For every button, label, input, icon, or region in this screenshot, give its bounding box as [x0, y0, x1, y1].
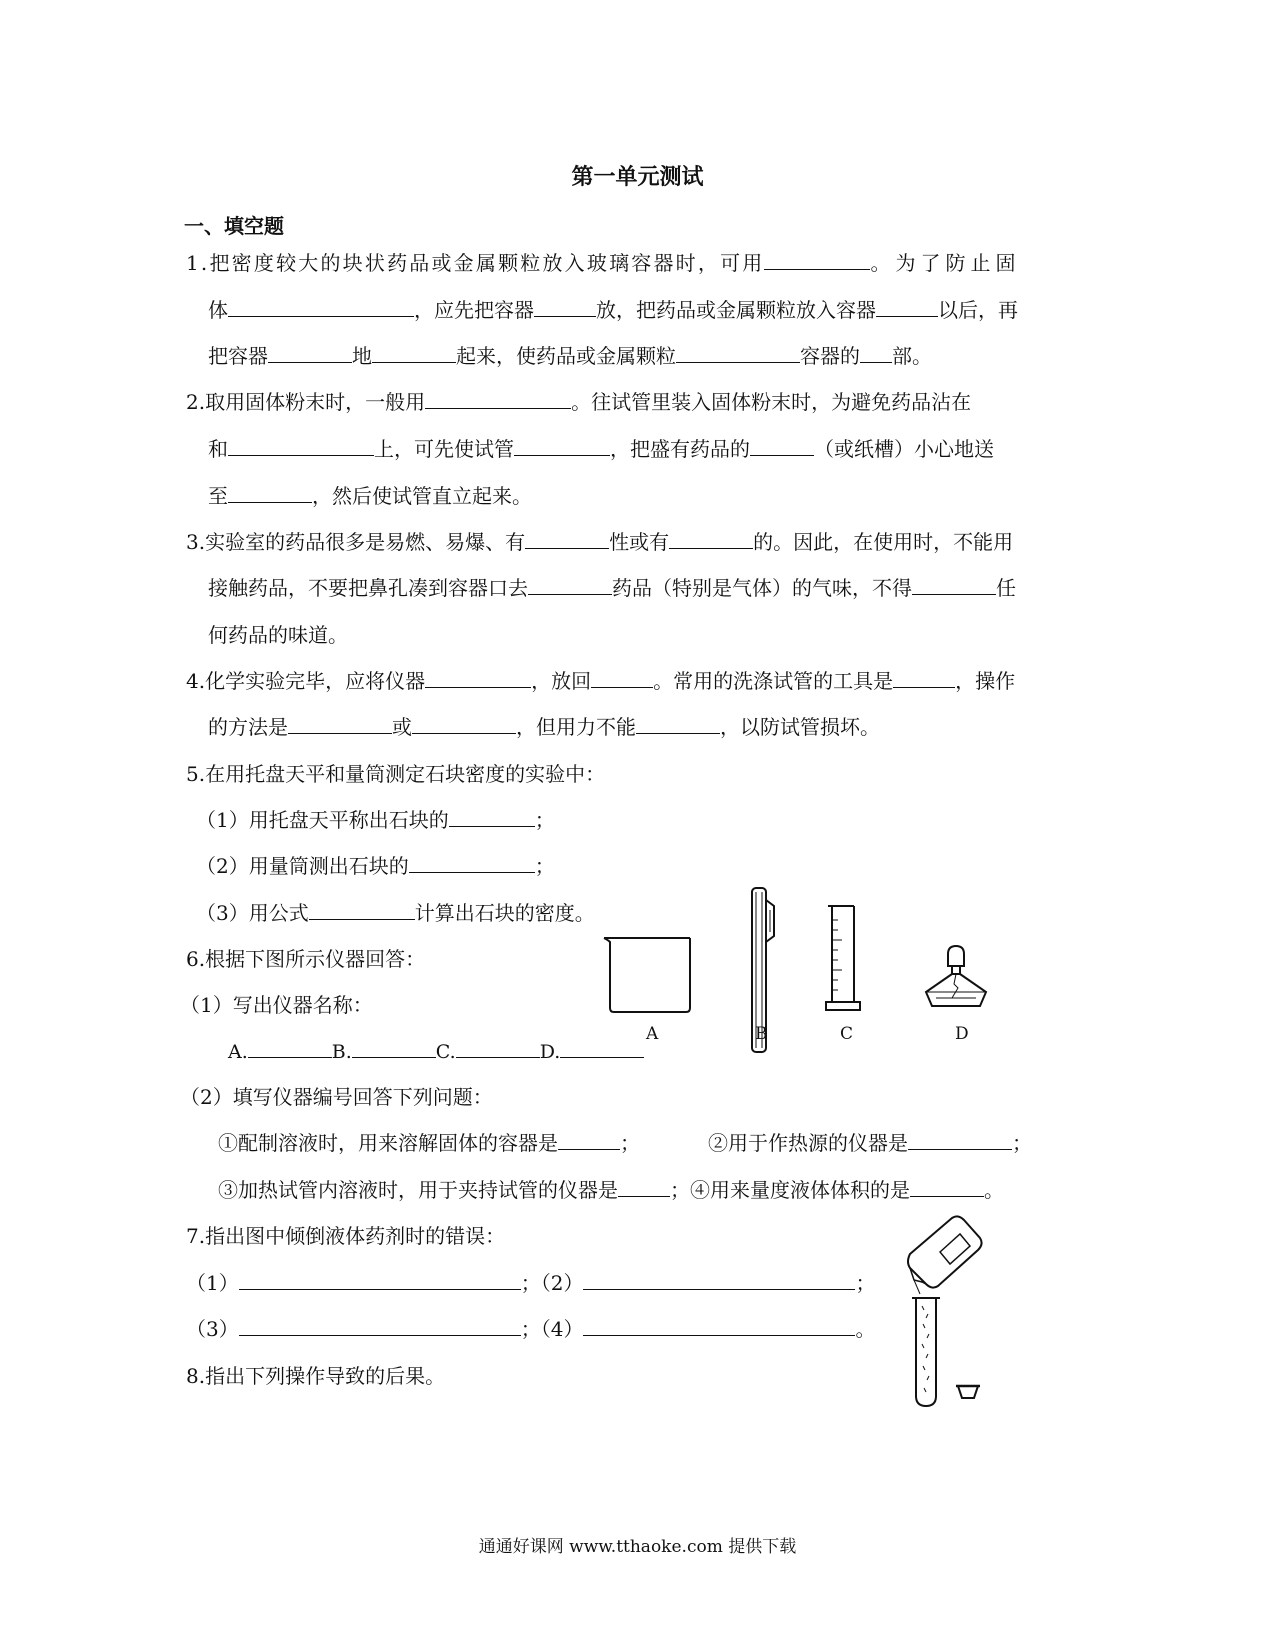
q1-text: 部。 — [892, 344, 932, 368]
beaker-drawing — [604, 938, 690, 1012]
q7-blank-3[interactable] — [239, 1315, 521, 1336]
q6-text: ③加热试管内溶液时，用于夹持试管的仪器是 — [218, 1178, 618, 1202]
q6-blank-a[interactable] — [248, 1037, 332, 1058]
q2-line-1 — [186, 386, 971, 415]
q2-blank-2[interactable] — [228, 435, 374, 456]
q7-text: 7.指出图中倾倒液体药剂时的错误： — [186, 1224, 506, 1248]
q7-row-2 — [186, 1313, 875, 1342]
q1-text: 把容器 — [208, 344, 268, 368]
q1-text: 放，把药品或金属颗粒放入容器 — [596, 298, 876, 322]
test-tube-drawing — [912, 1298, 940, 1406]
q8-text: 8.指出下列操作导致的后果。 — [186, 1364, 446, 1388]
q2-blank-5[interactable] — [228, 482, 312, 503]
bottle-stopper-drawing — [956, 1386, 980, 1398]
q1-blank-8[interactable] — [860, 342, 892, 363]
q1-blank-2[interactable] — [228, 296, 414, 317]
q4-blank-2[interactable] — [591, 667, 653, 688]
q6-item-2 — [708, 1127, 1032, 1156]
q2-blank-4[interactable] — [750, 435, 814, 456]
instruments-figure — [596, 880, 1016, 1060]
q1-text: 体 — [208, 298, 228, 322]
q7-text: （3） — [186, 1317, 239, 1341]
q2-blank-1[interactable] — [425, 388, 571, 409]
q5-text: 计算出石块的密度。 — [414, 901, 595, 925]
q1-blank-1[interactable] — [764, 249, 870, 270]
q7-row-1 — [186, 1267, 875, 1296]
q7-text: ；（4） — [520, 1317, 584, 1341]
q6-text: ； — [1012, 1131, 1032, 1155]
q1-blank-5[interactable] — [268, 342, 352, 363]
q6-blank-2[interactable] — [908, 1129, 1012, 1150]
q3-blank-3[interactable] — [528, 574, 612, 595]
q5-blank-3[interactable] — [309, 899, 415, 920]
q4-text: 。常用的洗涤试管的工具是 — [653, 669, 894, 693]
q6-part-2 — [180, 1081, 493, 1110]
q1-line-1 — [186, 247, 1020, 276]
q2-text: ，然后使试管直立起来。 — [312, 484, 532, 508]
q2-text: 上，可先使试管 — [374, 437, 514, 461]
q7-blank-4[interactable] — [583, 1315, 855, 1336]
q4-text: ，以防试管损坏。 — [720, 715, 880, 739]
q6-text: 。 — [984, 1178, 1004, 1202]
q4-blank-6[interactable] — [636, 713, 720, 734]
q3-text: 接触药品，不要把鼻孔凑到容器口去 — [208, 576, 528, 600]
q1-line-3 — [208, 340, 932, 369]
q3-blank-1[interactable] — [525, 528, 609, 549]
q6-part-1 — [180, 989, 373, 1018]
q7-text: ； — [855, 1271, 876, 1295]
q2-line-3 — [208, 480, 532, 509]
q3-line-3 — [208, 619, 348, 648]
q1-blank-6[interactable] — [372, 342, 456, 363]
q6-text: 6.根据下图所示仪器回答： — [186, 947, 426, 971]
q6-blank-1[interactable] — [558, 1129, 620, 1150]
q1-blank-4[interactable] — [876, 296, 938, 317]
q6-text: ； — [620, 1131, 640, 1155]
q5-text: 5.在用托盘天平和量筒测定石块密度的实验中： — [186, 762, 606, 786]
q1-line-2 — [208, 294, 1018, 323]
q4-text: ，但用力不能 — [516, 715, 636, 739]
q3-line-1 — [186, 526, 1013, 555]
q6-text: （2）填写仪器编号回答下列问题： — [180, 1085, 493, 1109]
q4-text: 或 — [392, 715, 412, 739]
q5-text: （2）用量筒测出石块的 — [196, 854, 409, 878]
q2-text: 至 — [208, 484, 228, 508]
page-title: 第一单元测试 — [571, 165, 704, 190]
q3-blank-2[interactable] — [669, 528, 753, 549]
q6-blank-3[interactable] — [618, 1176, 670, 1197]
q4-line-1 — [186, 665, 1015, 694]
q3-text: 药品（特别是气体）的气味，不得 — [612, 576, 912, 600]
q6-text: （1）写出仪器名称： — [180, 993, 373, 1017]
q1-text: 以后，再 — [938, 298, 1018, 322]
q3-text: 的。因此，在使用时，不能用 — [753, 530, 1014, 554]
q4-blank-3[interactable] — [893, 667, 955, 688]
q6-text: ；④用来量度液体体积的是 — [670, 1178, 910, 1202]
figure-label-b: B — [755, 1024, 768, 1044]
q4-text: ，放回 — [531, 669, 592, 693]
q6-option-b: B. — [331, 1041, 352, 1063]
q2-text: 2.取用固体粉末时，一般用 — [186, 390, 426, 414]
q1-text: 起来，使药品或金属颗粒 — [456, 344, 676, 368]
q4-text: ，操作 — [955, 669, 1016, 693]
q6-text: ②用于作热源的仪器是 — [708, 1131, 908, 1155]
q5-text: （1）用托盘天平称出石块的 — [196, 808, 449, 832]
q3-text: 3.实验室的药品很多是易燃、易爆、有 — [186, 530, 526, 554]
q2-line-2 — [208, 433, 994, 462]
q1-blank-7[interactable] — [676, 342, 800, 363]
q6-item-3 — [218, 1174, 1004, 1203]
q6-names-row — [228, 1037, 644, 1063]
figure-label-d: D — [955, 1024, 969, 1044]
q3-text: 何药品的味道。 — [208, 623, 348, 647]
q7-text: （1） — [186, 1271, 239, 1295]
q6-blank-b[interactable] — [352, 1037, 436, 1058]
q4-blank-4[interactable] — [288, 713, 392, 734]
q6-option-d: D. — [539, 1041, 561, 1063]
reagent-bottle-drawing — [908, 1216, 982, 1294]
q6-option-a: A. — [228, 1041, 248, 1063]
q1-text: ，应先把容器 — [414, 298, 534, 322]
q3-line-2 — [208, 572, 1016, 601]
q1-text: 容器的 — [800, 344, 860, 368]
q2-blank-3[interactable] — [514, 435, 610, 456]
q7-blank-1[interactable] — [239, 1269, 521, 1290]
q2-text: （或纸槽）小心地送 — [814, 437, 994, 461]
figure-label-a: A — [646, 1024, 659, 1044]
q5-blank-2[interactable] — [409, 852, 535, 873]
q7-stem — [186, 1220, 505, 1249]
q4-text: 的方法是 — [208, 715, 288, 739]
q1-text: 。为了防止固 — [870, 251, 1021, 275]
q7-blank-2[interactable] — [583, 1269, 855, 1290]
q4-blank-5[interactable] — [412, 713, 516, 734]
q2-text: ，把盛有药品的 — [610, 437, 750, 461]
pouring-liquid-figure — [896, 1210, 1006, 1420]
q5-sub-2 — [196, 850, 555, 879]
q8-stem — [186, 1360, 445, 1389]
q6-item-1 — [218, 1127, 640, 1156]
q5-sub-3 — [196, 897, 595, 926]
q5-blank-1[interactable] — [449, 806, 535, 827]
q6-text: ①配制溶液时，用来溶解固体的容器是 — [218, 1131, 558, 1155]
q6-option-c: C. — [435, 1041, 456, 1063]
q3-text: 任 — [996, 576, 1016, 600]
q2-text: 和 — [208, 437, 228, 461]
q1-blank-3[interactable] — [534, 296, 596, 317]
q6-blank-c[interactable] — [456, 1037, 540, 1058]
q4-text: 4.化学实验完毕，应将仪器 — [186, 669, 426, 693]
q1-text: 1.把密度较大的块状药品或金属颗粒放入玻璃容器时，可用 — [186, 251, 765, 275]
q5-text: ； — [534, 808, 555, 832]
q5-sub-1 — [196, 804, 555, 833]
footer-source: 通通好课网 www.tthaoke.com 提供下载 — [478, 1537, 797, 1557]
q5-stem — [186, 758, 605, 787]
figure-label-c: C — [840, 1024, 854, 1044]
q4-line-2 — [208, 711, 880, 740]
q4-blank-1[interactable] — [425, 667, 531, 688]
q2-text: 。往试管里装入固体粉末时，为避免药品沾在 — [571, 390, 972, 414]
q7-text: ；（2） — [520, 1271, 584, 1295]
q3-text: 性或有 — [609, 530, 670, 554]
q5-text: （3）用公式 — [196, 901, 309, 925]
alcohol-lamp-drawing — [926, 946, 986, 1006]
q7-text: 。 — [855, 1317, 876, 1341]
q6-blank-4[interactable] — [910, 1176, 984, 1197]
q1-text: 地 — [352, 344, 372, 368]
q6-stem — [186, 943, 425, 972]
q5-text: ； — [534, 854, 555, 878]
section-heading-fill-in: 一、填空题 — [184, 214, 284, 238]
q3-blank-4[interactable] — [912, 574, 996, 595]
graduated-cylinder-drawing — [826, 906, 860, 1010]
